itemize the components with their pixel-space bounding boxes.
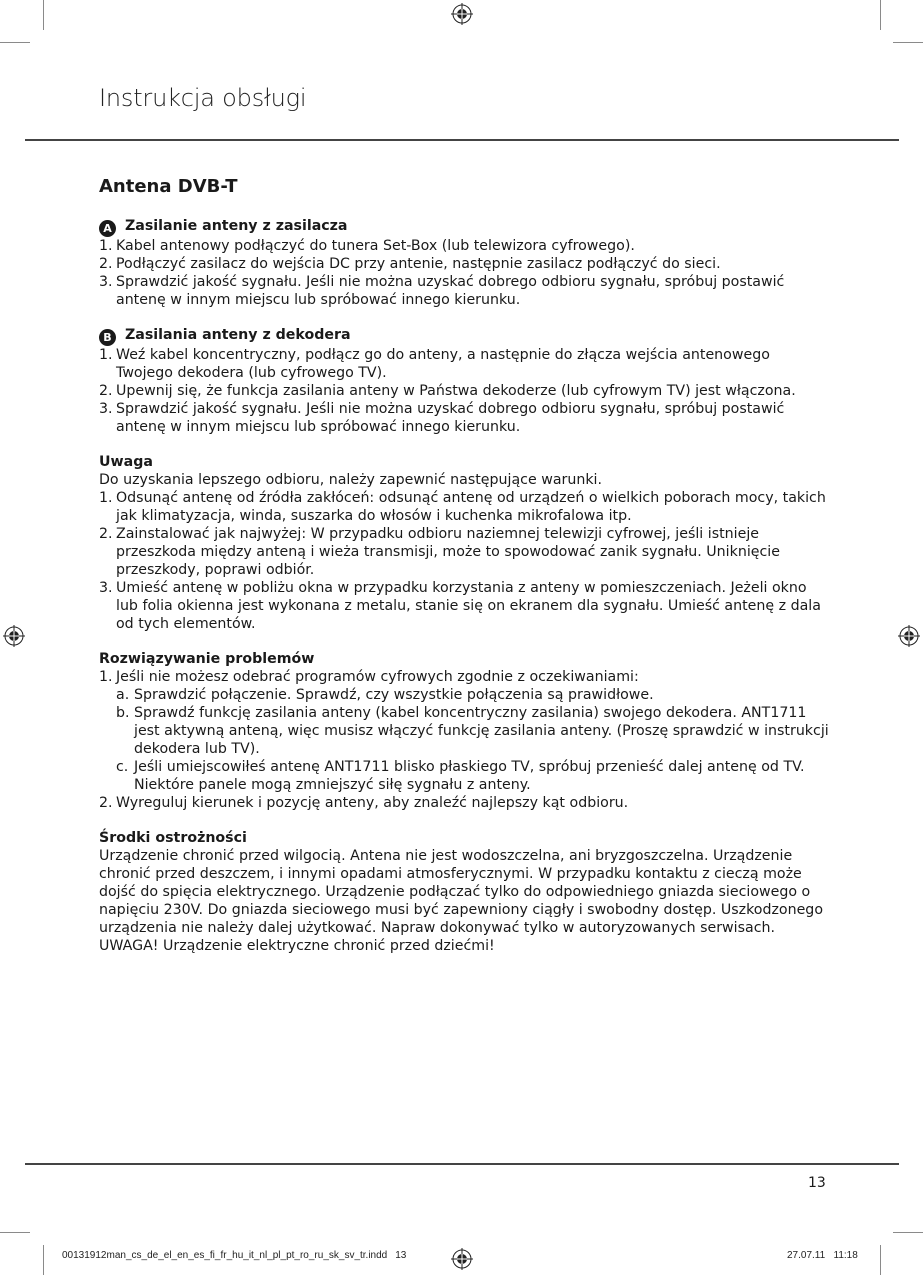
list-number: 2. [99,795,113,811]
list-item [99,525,829,579]
sublist-text: Sprawdzić połączenie. Sprawdź, czy wszystkie połączenia są prawidłowe. [134,687,654,703]
list-text: Sprawdzić jakość sygnału. Jeśli nie można uzyskać dobrego odbioru sygnału, spróbuj postawić antenę w innym miejscu lub spróbować innego kierunku. [116,401,785,435]
crop-mark [893,42,923,43]
list-number: 3. [99,580,113,596]
print-slug-file [62,1250,406,1261]
precautions-text: Urządzenie chronić przed wilgocią. Antena nie jest wodoszczelna, ani bryzgoszczelna. Urządzenie chronić przed deszczem, i innymi opadami atmosferycznymi. W przypadku kontaktu z cieczą może dojść do spięcia elektrycznego. Urządzenie podłączać tylko do odpowiedniego gniazda sieciowego o napięciu 230V. Do gniazda sieciowego musi być zapewniony ciągły i swobodny dostęp. Uszkodzonego urządzenia nie należy dalej użytkować. Napraw dokonywać tylko w autoryzowanych serwisach. UWAGA! Urządzenie elektryczne chronić przed dziećmi! [99,848,823,954]
crop-mark [0,42,30,43]
footer-rule [25,1163,899,1165]
list-number: 2. [99,383,113,399]
sublist-letter: c. [116,759,129,775]
block-b-heading [99,326,829,346]
sublist-text: Jeśli umiejscowiłeś antenę ANT1711 blisko płaskiego TV, spróbuj przenieść dalej antenę od TV. Niektóre panele mogą zmniejszyć siłę sygnału z anteny. [134,759,805,793]
note-intro: Do uzyskania lepszego odbioru, należy zapewnić następujące warunki. [99,472,602,488]
slug-filename: 00131912man_cs_de_el_en_es_fi_fr_hu_it_nl_pl_pt_ro_ru_sk_sv_tr.indd [62,1250,388,1261]
list-text: Upewnij się, że funkcja zasilania anteny w Państwa dekoderze (lub cyfrowym TV) jest włączona. [116,383,796,399]
list-text: Sprawdzić jakość sygnału. Jeśli nie można uzyskać dobrego odbioru sygnału, spróbuj postawić antenę w innym miejscu lub spróbować innego kierunku. [116,274,785,308]
page-number: 13 [808,1175,826,1191]
block-a-heading [99,217,829,237]
crop-mark [43,0,44,30]
badge-b-icon: B [99,329,116,346]
list-text: Zainstalować jak najwyżej: W przypadku odbioru naziemnej telewizji cyfrowej, jeśli istnieje przeszkoda między anteną i wieża transmisji, może to spowodować zanik sygnału. Uniknięcie przeszkody, poprawi odbiór. [116,526,780,578]
block-power-adapter [99,217,829,309]
list-item [99,794,829,812]
header-rule [25,139,899,141]
list-number: 3. [99,401,113,417]
troubleshooting-heading: Rozwiązywanie problemów [99,651,315,667]
crop-mark [43,1245,44,1275]
block-b-heading-text: Zasilania anteny z dekodera [125,327,351,343]
block-a-heading-text: Zasilanie anteny z zasilacza [125,218,348,234]
registration-mark-icon [451,3,473,25]
list-text: Podłączyć zasilacz do wejścia DC przy antenie, następnie zasilacz podłączyć do sieci. [116,256,721,272]
list-text: Odsunąć antenę od źródła zakłóceń: odsunąć antenę od urządzeń o wielkich poborach mocy, takich jak klimatyzacja, winda, suszarka do włosów i kuchenka mikrofalowa itp. [116,490,826,524]
crop-mark [880,0,881,30]
crop-mark [893,1232,923,1233]
troubleshooting-list [99,668,829,686]
list-item [99,346,829,382]
block-b-list [99,346,829,436]
list-number: 2. [99,256,113,272]
list-number: 1. [99,238,113,254]
block-troubleshooting [99,650,829,812]
note-list [99,489,829,633]
list-item [99,489,829,525]
list-text: Weź kabel koncentryczny, podłącz go do anteny, a następnie do złącza wejścia antenowego Twojego dekodera (lub cyfrowego TV). [116,347,770,381]
list-number: 1. [99,347,113,363]
block-decoder-power [99,326,829,436]
list-text: Umieść antenę w pobliżu okna w przypadku korzystania z anteny w pomieszczeniach. Jeżeli okno lub folia okienna jest wykonana z metalu, stanie się on ekranem dla sygnału. Umieść antenę z dala od tych elementów. [116,580,821,632]
sublist-letter: a. [116,687,130,703]
slug-page: 13 [395,1250,407,1261]
list-number: 3. [99,274,113,290]
block-precautions [99,829,829,955]
sublist-item [116,704,829,758]
precautions-heading: Środki ostrożności [99,830,247,846]
badge-a-icon: A [99,220,116,237]
list-item [99,400,829,436]
registration-mark-icon [451,1248,473,1270]
list-text: Jeśli nie możesz odebrać programów cyfrowych zgodnie z oczekiwaniami: [116,669,639,685]
list-item [99,273,829,309]
block-a-list [99,237,829,309]
registration-mark-icon [898,625,920,647]
list-item [99,382,829,400]
print-slug-date: 27.07.11 11:18 [787,1250,858,1261]
troubleshooting-list-2 [99,794,829,812]
section-title: Antena DVB-T [99,176,238,197]
list-text: Wyreguluj kierunek i pozycję anteny, aby znaleźć najlepszy kąt odbioru. [116,795,629,811]
block-note [99,453,829,633]
list-number: 1. [99,669,113,685]
troubleshooting-sublist [99,686,829,794]
list-number: 1. [99,490,113,506]
sublist-item [116,686,829,704]
sublist-letter: b. [116,705,130,721]
list-item [99,255,829,273]
list-text: Kabel antenowy podłączyć do tunera Set-Box (lub telewizora cyfrowego). [116,238,635,254]
list-item [99,579,829,633]
main-content [99,176,829,972]
note-heading: Uwaga [99,454,153,470]
list-number: 2. [99,526,113,542]
crop-mark [0,1232,30,1233]
registration-mark-icon [3,625,25,647]
crop-mark [880,1245,881,1275]
sublist-text: Sprawdź funkcję zasilania anteny (kabel koncentryczny zasilania) swojego dekodera. ANT1711 jest aktywną anteną, więc musisz włączyć funkcję zasilania anteny. (Proszę sprawdzić w instrukcji dekodera lub TV). [134,705,829,757]
sublist-item [116,758,829,794]
page-header-title: Instrukcja obsługi [99,84,307,112]
list-item [99,237,829,255]
list-item [99,668,829,686]
